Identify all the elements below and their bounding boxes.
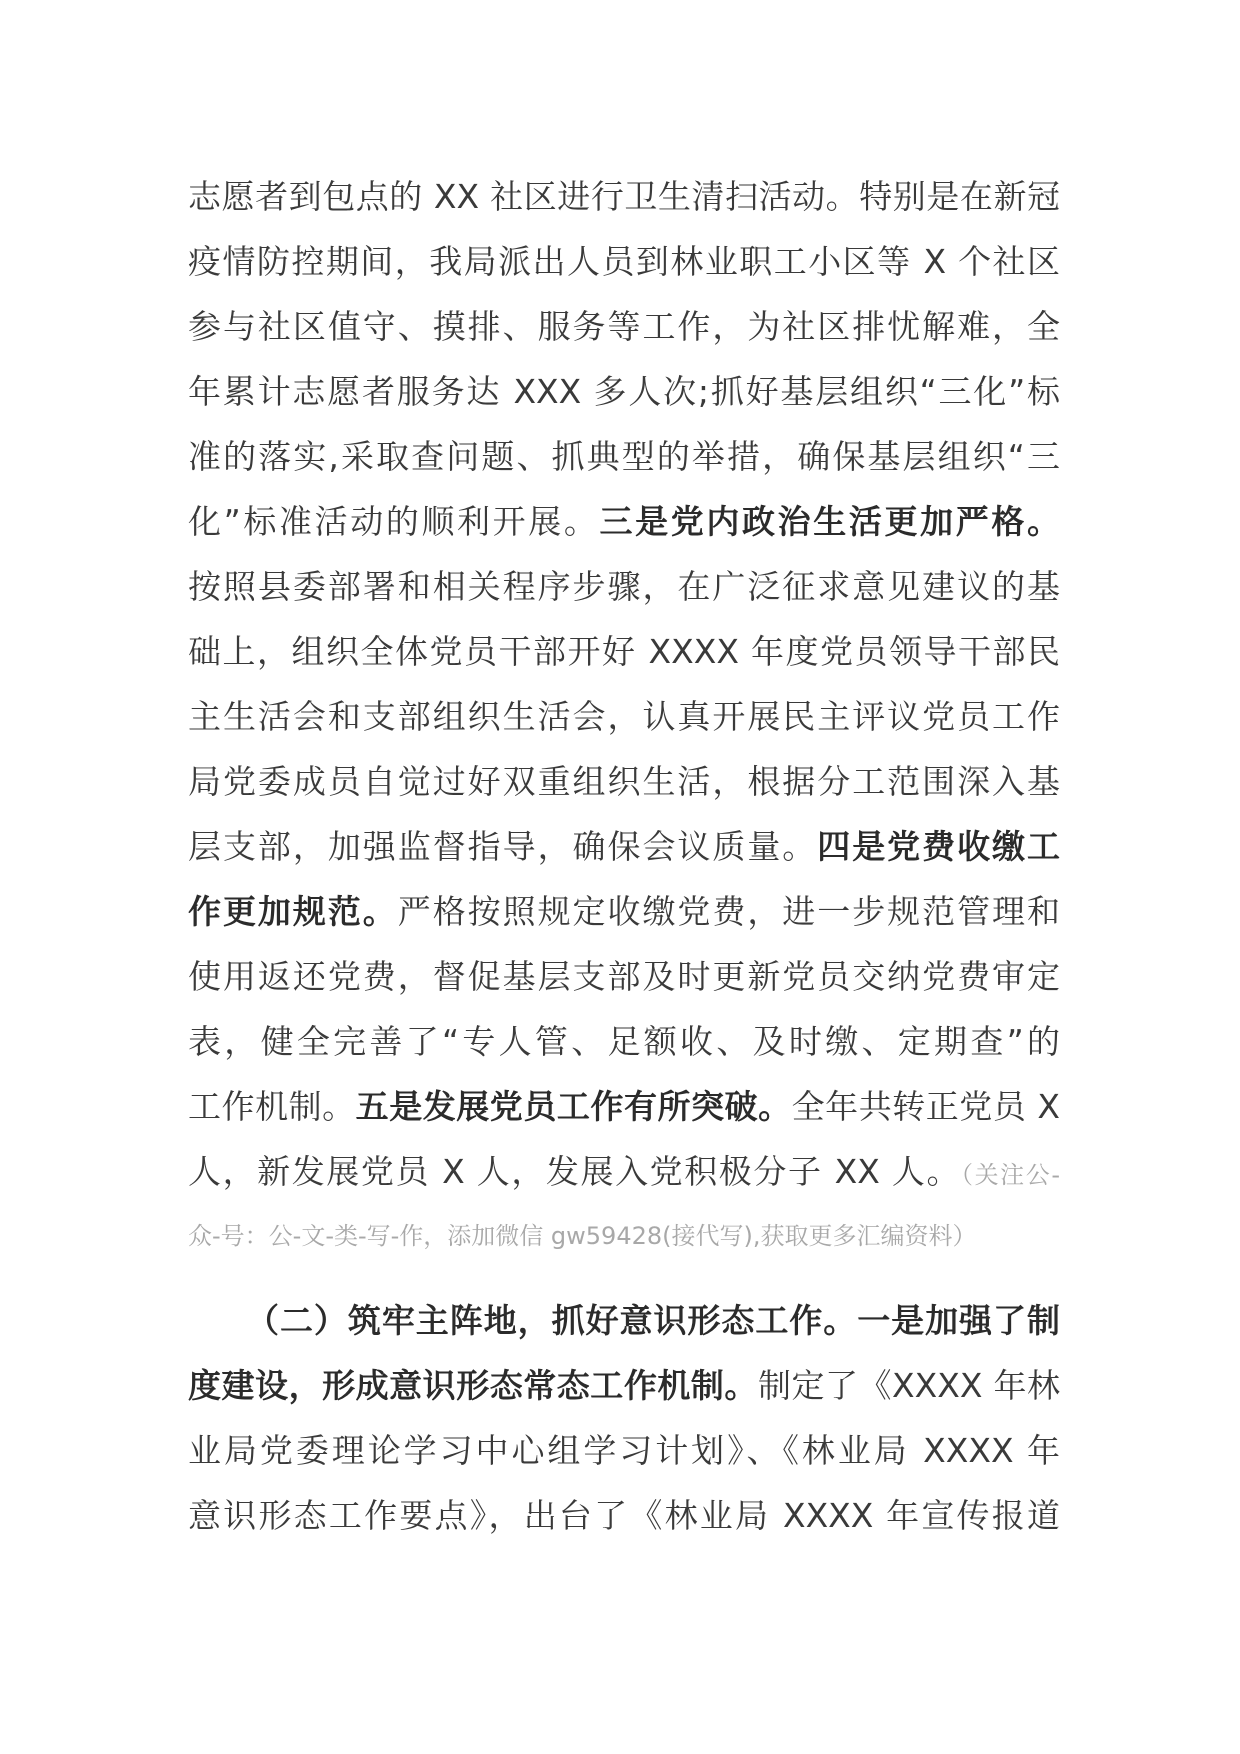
text-run: 全年共转正党员 X bbox=[791, 1087, 1060, 1126]
bold-heading-run: 五是发展党员工作有所突破。 bbox=[355, 1087, 792, 1126]
text-line: 意识形态工作要点》，出台了《林业局 XXXX 年宣传报道 bbox=[188, 1496, 1060, 1535]
text-line: 局党委成员自觉过好双重组织生活，根据分工范围深入基 bbox=[188, 762, 1060, 801]
text-line: 表，健全完善了“专人管、足额收、及时缴、定期查”的 bbox=[188, 1022, 1060, 1061]
text-line: 志愿者到包点的 XX 社区进行卫生清扫活动。特别是在新冠 bbox=[188, 177, 1060, 216]
text-line: 参与社区值守、摸排、服务等工作，为社区排忧解难，全 bbox=[188, 307, 1060, 346]
section-heading-line: （二）筑牢主阵地，抓好意识形态工作。一是加强了制 bbox=[246, 1301, 1060, 1340]
promo-note: （关注公- bbox=[961, 1161, 1060, 1189]
text-line: 业局党委理论学习中心组学习计划》、《林业局 XXXX 年 bbox=[188, 1431, 1060, 1470]
text-line bbox=[188, 1074, 1060, 1139]
text-run: 制定了《XXXX 年林 bbox=[757, 1366, 1061, 1405]
text-line: 疫情防控期间，我局派出人员到林业职工小区等 X 个社区 bbox=[188, 242, 1060, 281]
paragraph-ideology bbox=[188, 1288, 1060, 1548]
text-line bbox=[188, 1353, 1060, 1418]
text-run: 化”标准活动的顺利开展。 bbox=[188, 502, 600, 541]
text-line: 按照县委部署和相关程序步骤，在广泛征求意见建议的基 bbox=[188, 567, 1060, 606]
bold-heading-run: 度建设，形成意识形态常态工作机制。 bbox=[188, 1366, 758, 1405]
promo-note-line: 众-号：公-文-类-写-作，添加微信 gw59428(接代写),获取更多汇编资料） bbox=[188, 1222, 977, 1250]
paragraph-gap bbox=[188, 1268, 1060, 1288]
text-run: 严格按照规定收缴党费，进一步规范管理和 bbox=[397, 892, 1060, 931]
text-line bbox=[188, 1139, 1060, 1204]
bold-heading-run: 作更加规范。 bbox=[188, 892, 398, 931]
paragraph-party-building bbox=[188, 164, 1060, 1268]
text-line bbox=[188, 814, 1060, 879]
bold-heading-run: 四是党费收缴工 bbox=[817, 827, 1061, 866]
text-line: 础上，组织全体党员干部开好 XXXX 年度党员领导干部民 bbox=[188, 632, 1060, 671]
text-line: 准的落实,采取查问题、抓典型的举措，确保基层组织“三 bbox=[188, 437, 1060, 476]
text-line: 使用返还党费，督促基层支部及时更新党员交纳党费审定 bbox=[188, 957, 1060, 996]
text-run: 工作机制。 bbox=[188, 1087, 356, 1126]
text-run: 人，新发展党员 X 人，发展入党积极分子 XX 人。 bbox=[188, 1152, 962, 1191]
text-line: 年累计志愿者服务达 XXX 多人次;抓好基层组织“三化”标 bbox=[188, 372, 1060, 411]
bold-heading-run: 三是党内政治生活更加严格。 bbox=[599, 502, 1060, 541]
text-line bbox=[188, 879, 1060, 944]
document-body bbox=[188, 164, 1060, 1548]
text-line bbox=[188, 489, 1060, 554]
text-line: 主生活会和支部组织生活会，认真开展民主评议党员工作 bbox=[188, 697, 1060, 736]
text-run: 层支部，加强监督指导，确保会议质量。 bbox=[188, 827, 818, 866]
